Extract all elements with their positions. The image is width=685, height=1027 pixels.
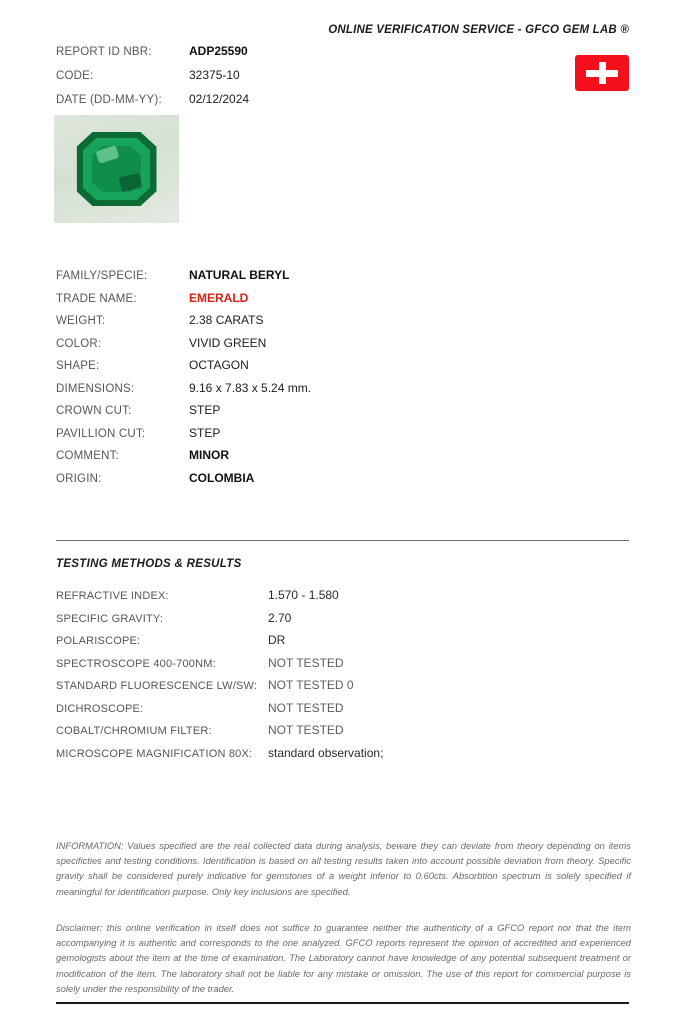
property-row-pavillion-cut [56, 426, 486, 440]
property-label: PAVILLION CUT: [56, 427, 146, 440]
property-value: EMERALD [189, 290, 249, 305]
identification-block [56, 44, 416, 116]
code-label: CODE: [56, 70, 94, 82]
test-row-chromium-filter [56, 723, 576, 737]
gemstone-photo [54, 115, 179, 223]
properties-table [56, 268, 486, 493]
identification-row [56, 68, 416, 82]
test-value: DR [268, 633, 286, 647]
test-label: COBALT/CHROMIUM FILTER: [56, 725, 212, 737]
test-row-microscope [56, 746, 576, 760]
property-value: 9.16 x 7.83 x 5.24 mm. [189, 380, 312, 395]
test-label: REFRACTIVE INDEX: [56, 590, 169, 602]
test-row-dichroscope [56, 701, 576, 715]
report-id-value: ADP25590 [189, 44, 248, 58]
test-value: NOT TESTED [268, 700, 344, 715]
property-value: STEP [189, 425, 221, 440]
property-value: MINOR [189, 448, 229, 462]
property-label: DIMENSIONS: [56, 382, 135, 395]
test-value: NOT TESTED 0 [268, 678, 354, 692]
property-label: CROWN CUT: [56, 405, 132, 417]
property-label: TRADE NAME: [56, 292, 137, 305]
property-value: STEP [189, 403, 221, 417]
property-label: FAMILY/SPECIE: [56, 270, 148, 282]
test-value: NOT TESTED [268, 723, 344, 737]
flag-cross-horizontal [586, 70, 618, 77]
test-row-polariscope [56, 633, 576, 647]
test-row-spectroscope [56, 656, 576, 670]
test-value: 1.570 - 1.580 [268, 588, 339, 602]
test-value: 2.70 [268, 610, 292, 625]
bottom-divider [56, 1002, 629, 1004]
testing-section-title: TESTING METHODS & RESULTS [56, 558, 242, 570]
test-row-specific-gravity [56, 611, 576, 625]
identification-row [56, 44, 416, 58]
date-value: 02/12/2024 [189, 92, 250, 106]
disclaimer-paragraph: Disclaimer: this online verification in itself does not suffice to guarantee neither the authenticity of a GFCO report nor that the item accompanying it is authentic and corresponds to the one analyzed. GFCO reports represent the opinion of accredited and experienced gemologists about the item at the time of examination. The Laboratory cannot have knowledge of any potential subsequent treatment or modification of the item. The laboratory shall not be liable for any mistake or omission. The use of this report for commercial purpose is solely under the responsibility of the trader. [56, 922, 631, 994]
date-label: DATE (DD-MM-YY): [56, 94, 162, 106]
property-label: COLOR: [56, 337, 102, 350]
section-divider [56, 540, 629, 541]
information-paragraph: INFORMATION: Values specified are the real collected data during analysis, beware they can deviate from theory depending on items specificties and testing conditions. Identification is based on all testing results taken into account possible deviation from theory. Specific gravity shall be considered purely indicative for gemstones of a weight inferior to 0.60cts. Absorbtion spectrum is solely specified if meaningful for identification purpose. Only key inclusions are specified. [56, 840, 631, 897]
swiss-flag-icon [575, 55, 629, 91]
property-value: VIVID GREEN [189, 335, 267, 350]
property-label: WEIGHT: [56, 315, 106, 327]
property-value: NATURAL BERYL [189, 268, 290, 282]
test-label: POLARISCOPE: [56, 635, 141, 647]
page-title: ONLINE VERIFICATION SERVICE - GFCO GEM LAB ® [328, 24, 629, 36]
testing-results-table [56, 588, 576, 768]
code-value: 32375-10 [189, 68, 240, 82]
emerald-icon [77, 132, 157, 206]
test-value: standard observation; [268, 745, 384, 760]
property-label: COMMENT: [56, 450, 119, 462]
property-row-shape [56, 358, 486, 372]
test-label: STANDARD FLUORESCENCE LW/SW: [56, 680, 258, 692]
property-row-crown-cut [56, 403, 486, 417]
property-label: SHAPE: [56, 360, 100, 372]
property-label: ORIGIN: [56, 472, 102, 485]
identification-row [56, 92, 416, 106]
property-row-dimensions [56, 381, 486, 395]
property-row-origin [56, 471, 486, 485]
test-row-fluorescence [56, 678, 576, 692]
report-id-label: REPORT ID NBR: [56, 46, 152, 58]
test-label: SPECTROSCOPE 400-700NM: [56, 657, 216, 670]
property-value: COLOMBIA [189, 470, 255, 485]
test-label: MICROSCOPE MAGNIFICATION 80X: [56, 747, 253, 760]
property-row-color [56, 336, 486, 350]
property-row-trade-name [56, 291, 486, 305]
property-row-family [56, 268, 486, 282]
property-row-comment [56, 448, 486, 462]
test-label: DICHROSCOPE: [56, 702, 144, 715]
test-row-refractive-index [56, 588, 576, 602]
property-value: OCTAGON [189, 358, 249, 372]
property-value: 2.38 CARATS [189, 313, 264, 327]
test-label: SPECIFIC GRAVITY: [56, 612, 164, 625]
test-value: NOT TESTED [268, 655, 344, 670]
property-row-weight [56, 313, 486, 327]
